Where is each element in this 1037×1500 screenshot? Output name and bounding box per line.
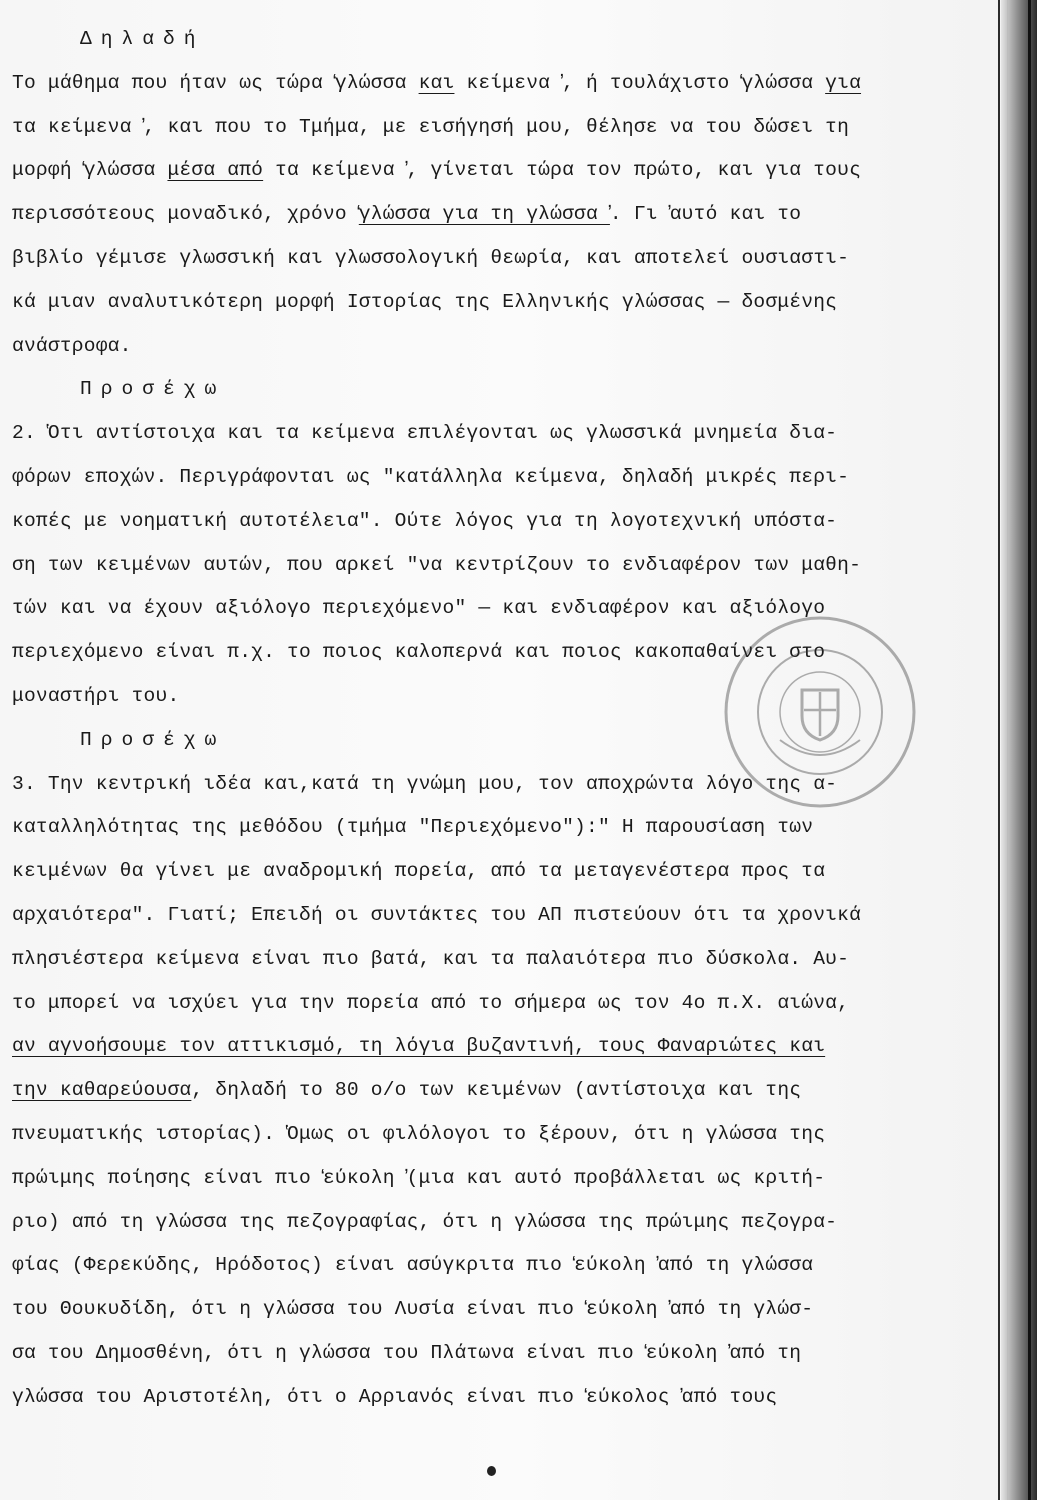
text-line <box>12 1288 997 1332</box>
text-segment: τα κείμενα ̓, γίνεται τώρα τον πρώτο, και για τους <box>263 159 862 182</box>
official-stamp <box>720 612 920 812</box>
underlined-text: αν αγνοήσουμε τον αττικισμό, τη λόγια βυζαντινή, τους Φαναριώτες και <box>12 1035 826 1058</box>
text-line <box>12 500 997 544</box>
text-line <box>12 237 997 281</box>
text-segment: το μπορεί να ισχύει για την πορεία από το σήμερα ως τον 4ο π.Χ. αιώνα, <box>12 991 850 1014</box>
text-segment: γλώσσα του Αριστοτέλη, ότι ο Αρριανός είναι πιο ̒εύκολος ̓από τους <box>12 1385 778 1408</box>
text-line <box>12 1113 997 1157</box>
underlined-text: και <box>418 71 455 94</box>
text-segment: . Γι ̓αυτό και το <box>609 203 802 226</box>
text-segment: τα κείμενα ̓, και που το Τμήμα, με εισήγησή μου, θέλησε να του δώσει τη <box>12 115 850 138</box>
underlined-text: ̒γλώσσα για τη γλώσσα ̓ <box>358 203 610 226</box>
text-segment: κά μιαν αναλυτικότερη μορφή Ιστορίας της Ελληνικής γλώσσας — δοσμένης <box>12 290 838 313</box>
text-line <box>12 149 997 193</box>
text-segment: κειμένων θα γίνει με αναδρομική πορεία, από τα μεταγενέστερα προς τα <box>12 860 826 883</box>
text-segment: βιβλίο γέμισε γλωσσική και γλωσσολογική θεωρία, και αποτελεί ουσιαστι- <box>12 246 850 269</box>
text-segment: πλησιέστερα κείμενα είναι πιο βατά, και τα παλαιότερα πιο δύσκολα. Αυ- <box>12 947 850 970</box>
text-segment: σα του Δημοσθένη, ότι η γλώσσα του Πλάτωνα είναι πιο ̒εύκολη ̓από τη <box>12 1341 802 1364</box>
text-segment: κοπές με νοηματική αυτοτέλεια". Ούτε λόγος για τη λογοτεχνική υπόστα- <box>12 509 838 532</box>
text-segment: Το μάθημα που ήταν ως τώρα ̒γλώσσα <box>12 71 419 94</box>
underlined-text: μέσα από <box>167 159 264 182</box>
right-margin-rule <box>998 0 1000 1500</box>
text-segment: , δηλαδή το 80 ο/ο των κειμένων (αντίστοιχα και της <box>191 1079 802 1102</box>
text-line <box>12 1201 997 1245</box>
text-line <box>12 193 997 237</box>
ink-dot-mark <box>487 1466 496 1476</box>
text-segment: αρχαιότερα". Γιατί; Επειδή οι συντάκτες του ΑΠ πιστεύουν ότι τα χρονικά <box>12 903 862 926</box>
text-segment: 2. ̔Οτι αντίστοιχα και τα κείμενα επιλέγονται ως γλωσσικά μνημεία δια- <box>12 422 838 445</box>
text-segment: Προσέχω <box>80 728 226 751</box>
text-segment: ση των κειμένων αυτών, που αρκεί "να κεντρίζουν το ενδιαφέρον των μαθη- <box>12 553 862 576</box>
text-segment: καταλληλότητας της μεθόδου (τμήμα "Περιεχόμενο"):" Η παρουσίαση των <box>12 816 814 839</box>
text-line <box>12 1376 997 1420</box>
text-segment: φίας (Φερεκύδης, Ηρόδοτος) είναι ασύγκριτα πιο ̒εύκολη ̓από τη γλώσσα <box>12 1254 814 1277</box>
text-line <box>12 894 997 938</box>
text-line <box>12 62 997 106</box>
text-line <box>12 1025 997 1069</box>
text-segment: Προσέχω <box>80 378 226 401</box>
text-segment: πρώιμης ποίησης είναι πιο ̒εύκολη ̓(μια και αυτό προβάλλεται ως κριτή- <box>12 1166 826 1189</box>
section-heading <box>12 18 997 62</box>
text-segment: ανάστροφα. <box>12 334 132 357</box>
text-segment: φόρων εποχών. Περιγράφονται ως "κατάλληλα κείμενα, δηλαδή μικρές περι- <box>12 465 850 488</box>
text-segment: περισσότεους μοναδικό, χρόνο <box>12 203 359 226</box>
text-segment: Δηλαδή <box>80 28 205 50</box>
text-line <box>12 938 997 982</box>
text-line <box>12 456 997 500</box>
text-line <box>12 1244 997 1288</box>
underlined-text: για <box>825 71 862 94</box>
text-line <box>12 281 997 325</box>
text-segment: περιεχόμενο είναι π.χ. το ποιος καλοπερνά και ποιος κακοπαθαίνει στο <box>12 641 826 664</box>
section-heading <box>12 368 997 412</box>
text-segment: κείμενα ̓, ή τουλάχιστο ̒γλώσσα <box>454 71 826 94</box>
text-segment: μοναστήρι του. <box>12 684 180 707</box>
underlined-text: την καθαρεύουσα <box>12 1079 192 1102</box>
text-line <box>12 412 997 456</box>
text-line <box>12 982 997 1026</box>
text-line <box>12 850 997 894</box>
text-segment: πνευματικής ιστορίας). ̔Ομως οι φιλόλογοι το ξέρουν, ότι η γλώσσα της <box>12 1122 826 1145</box>
text-line <box>12 106 997 150</box>
text-line <box>12 1157 997 1201</box>
text-segment: μορφή ̒γλώσσα <box>12 159 168 182</box>
text-segment: του Θουκυδίδη, ότι η γλώσσα του Λυσία είναι πιο ̒εύκολη ̓από τη γλώσ- <box>12 1298 814 1321</box>
text-line <box>12 544 997 588</box>
text-line <box>12 325 997 369</box>
text-line <box>12 806 997 850</box>
text-line <box>12 1332 997 1376</box>
text-segment: ριο) από τη γλώσσα της πεζογραφίας, ότι η γλώσσα της πρώιμης πεζογρα- <box>12 1210 838 1233</box>
text-segment: τών και να έχουν αξιόλογο περιεχόμενο" — και ενδιαφέρον και αξιόλογο <box>12 597 826 620</box>
page-binding-edge <box>1001 0 1037 1500</box>
text-segment: 3. Την κεντρική ιδέα και,κατά τη γνώμη μου, τον αποχρώντα λόγο της α- <box>12 772 838 795</box>
text-line <box>12 1069 997 1113</box>
